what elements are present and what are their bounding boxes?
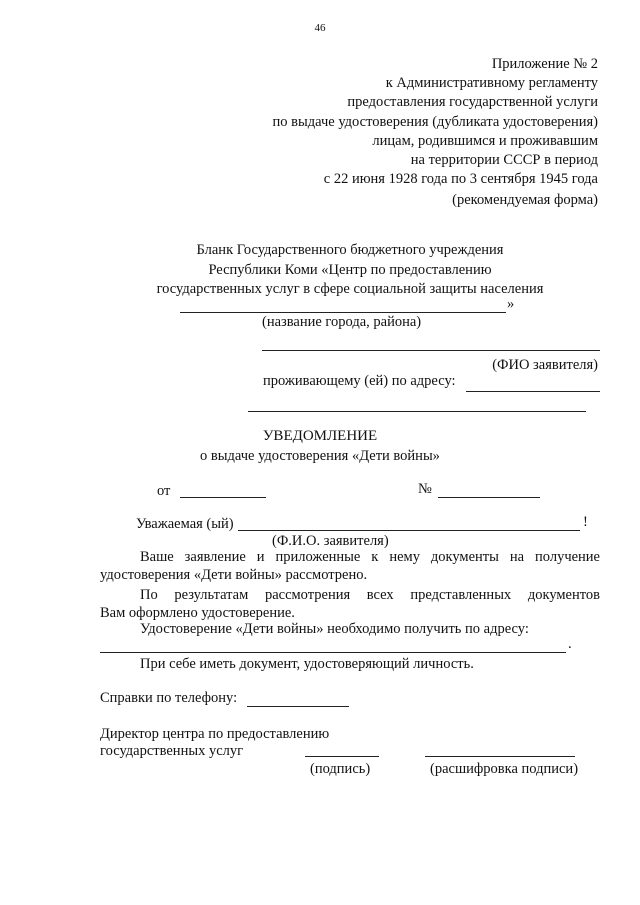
appendix-header xyxy=(273,55,598,189)
signature-decode-line[interactable] xyxy=(425,756,575,757)
director-title-line1: Директор центра по предоставлению xyxy=(100,726,330,742)
notice-subtitle: о выдаче удостоверения «Дети войны» xyxy=(200,448,440,464)
appendix-line: лицам, родившимся и проживавшим xyxy=(372,132,598,149)
city-blank-line[interactable] xyxy=(180,312,506,313)
address-line-1[interactable] xyxy=(466,391,600,392)
signature-decode-caption: (расшифровка подписи) xyxy=(430,761,579,777)
city-caption: (название города, района) xyxy=(262,314,422,330)
appendix-line: по выдаче удостоверения (дубликата удостоверения) xyxy=(272,113,598,130)
phone-line[interactable] xyxy=(247,706,349,707)
notice-title: УВЕДОМЛЕНИЕ xyxy=(262,428,378,444)
appendix-line: к Административному регламенту xyxy=(385,75,598,92)
number-label: № xyxy=(418,481,432,497)
applicant-fio-line[interactable] xyxy=(262,350,600,351)
phone-label: Справки по телефону: xyxy=(100,690,238,706)
pickup-address-period: . xyxy=(568,636,572,652)
greeting-exclamation: ! xyxy=(583,514,588,530)
paragraph-application-line2: удостоверения «Дети войны» рассмотрено. xyxy=(100,567,368,583)
pickup-address-line[interactable] xyxy=(100,652,566,653)
date-line[interactable] xyxy=(180,497,266,498)
paragraph-result-line1: По результатам рассмотрения всех представленных документов xyxy=(140,587,600,603)
date-label: от xyxy=(157,483,171,499)
director-title-line2: государственных услуг xyxy=(100,743,244,759)
blank-line: государственных услуг в сфере социальной защиты населения xyxy=(156,281,544,298)
blank-line: Бланк Государственного бюджетного учреждения xyxy=(196,242,504,258)
address-label: проживающему (ей) по адресу: xyxy=(263,373,456,389)
closing-quote: » xyxy=(507,296,515,312)
appendix-line: на территории СССР в период xyxy=(410,152,598,169)
appendix-line: предоставления государственной услуги xyxy=(347,94,598,111)
greeting-fio-line[interactable] xyxy=(238,530,580,531)
paragraph-result-line2: Вам оформлено удостоверение. xyxy=(100,605,295,621)
signature-line[interactable] xyxy=(305,756,379,757)
blank-institution xyxy=(100,241,600,300)
page-number: 46 xyxy=(314,22,326,34)
blank-line: Республики Коми «Центр по предоставлению xyxy=(208,261,492,278)
greeting-fio-caption: (Ф.И.О. заявителя) xyxy=(272,533,389,549)
appendix-line: с 22 июня 1928 года по 3 сентября 1945 года xyxy=(323,171,598,188)
paragraph-id-document: При себе иметь документ, удостоверяющий личность. xyxy=(140,656,474,672)
paragraph-pickup-address: Удостоверение «Дети войны» необходимо получить по адресу: xyxy=(140,621,529,637)
number-line[interactable] xyxy=(438,497,540,498)
form-type-note: (рекомендуемая форма) xyxy=(452,192,598,208)
applicant-fio-caption: (ФИО заявителя) xyxy=(492,357,598,373)
greeting-label: Уважаемая (ый) xyxy=(136,516,234,532)
appendix-line: Приложение № 2 xyxy=(491,56,598,72)
signature-caption: (подпись) xyxy=(310,761,371,777)
address-line-2[interactable] xyxy=(248,411,586,412)
paragraph-application-line1: Ваше заявление и приложенные к нему документы на получение xyxy=(140,549,600,565)
